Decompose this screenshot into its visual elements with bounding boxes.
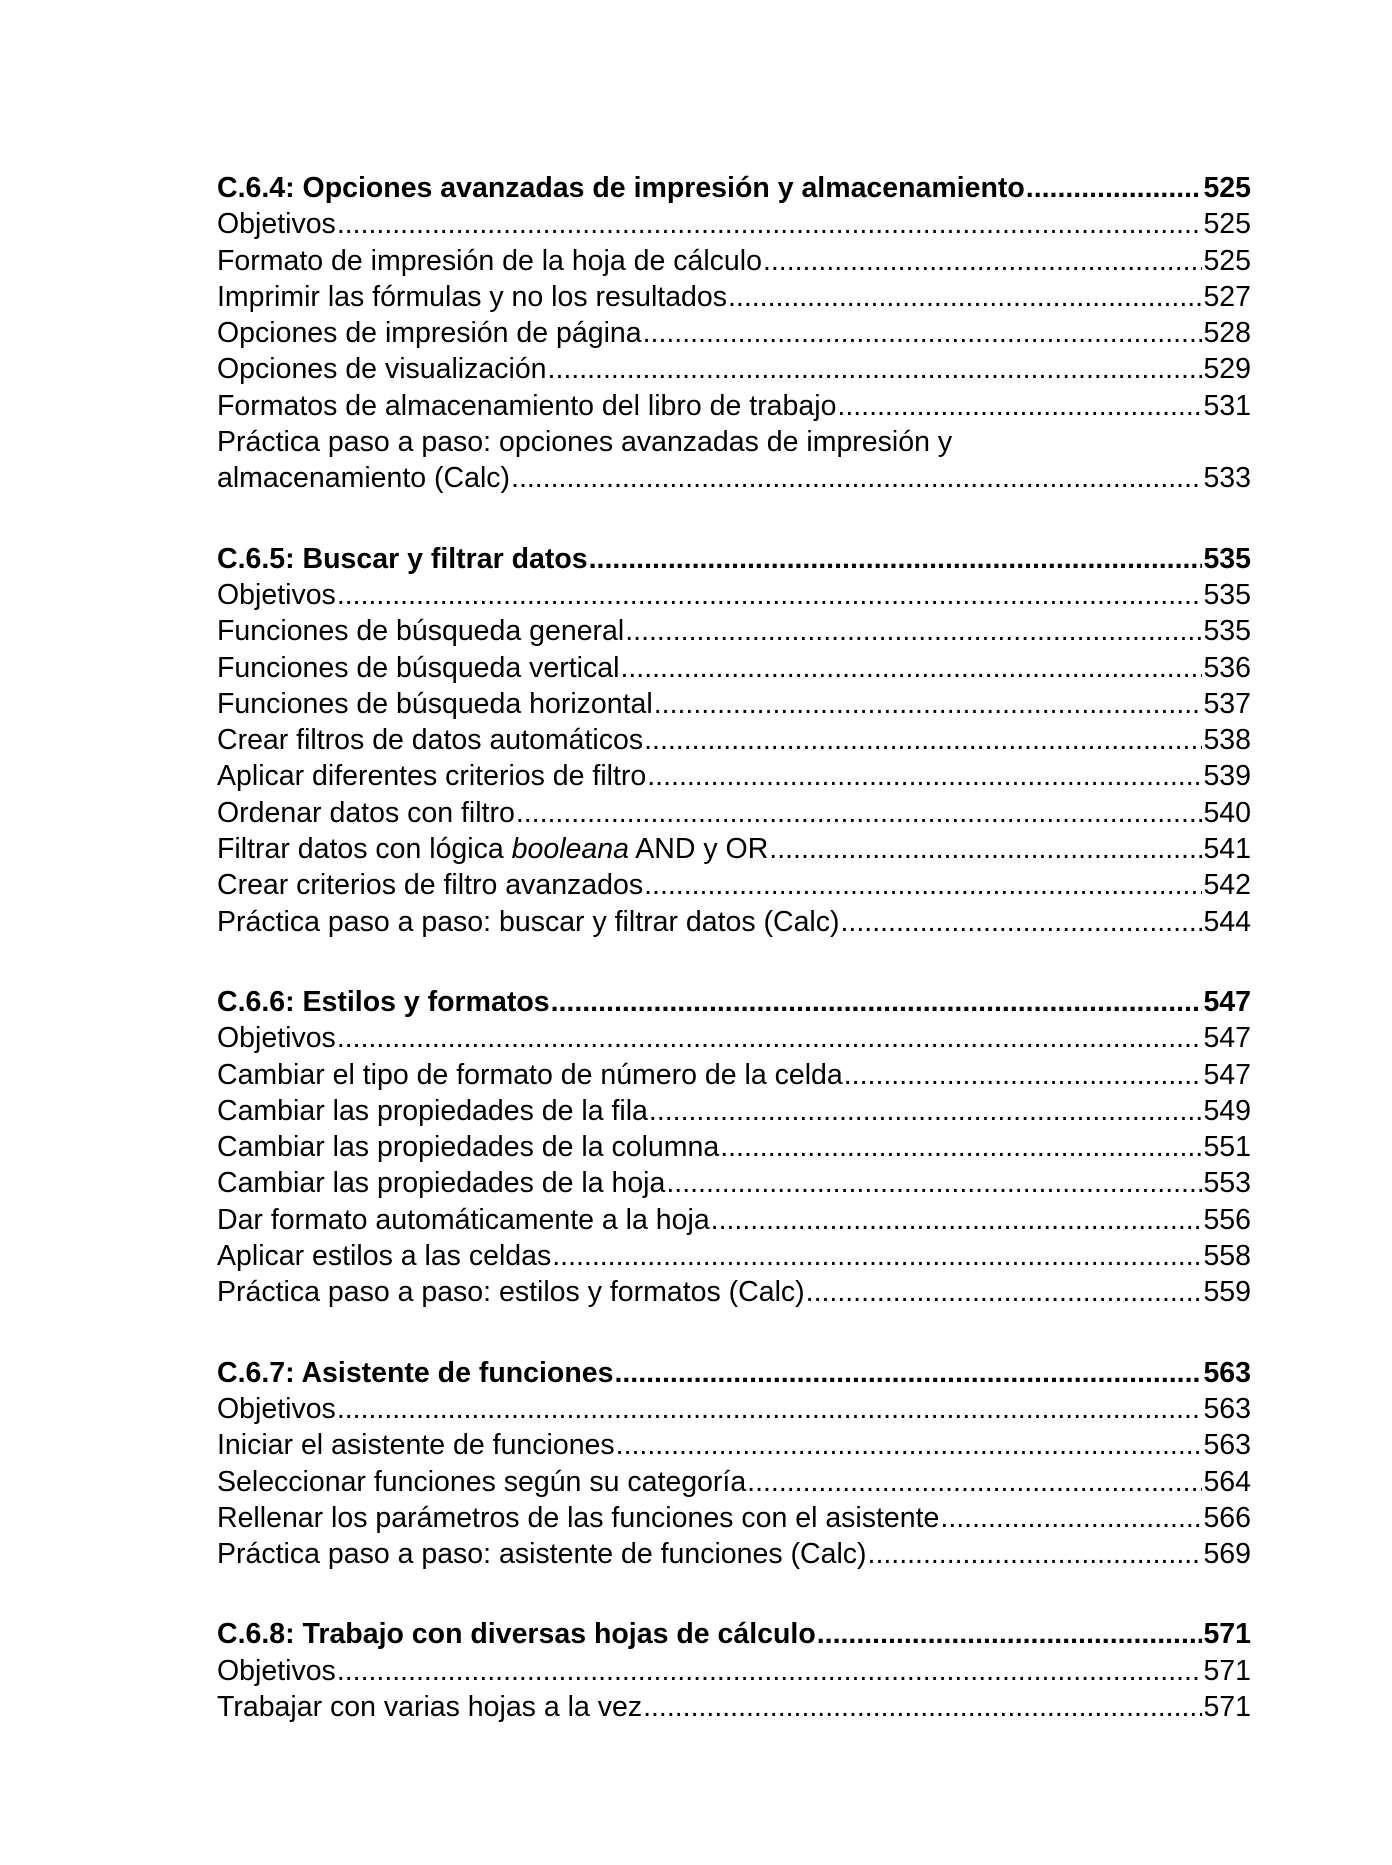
toc-entry-title: Seleccionar funciones según su categoría: [217, 1465, 747, 1498]
toc-heading-title: C.6.4: Opciones avanzadas de impresión y almacenamiento: [217, 172, 1025, 204]
dot-leader: [763, 243, 1202, 279]
toc-entry[interactable]: [217, 1689, 1251, 1725]
dot-leader: [666, 1165, 1202, 1201]
toc-entry-title: Aplicar estilos a las celdas: [217, 1240, 552, 1273]
toc-section-c67: [217, 1355, 1251, 1573]
toc-entry-title: Iniciar el asistente de funciones: [217, 1429, 615, 1462]
toc-entry-title: Imprimir las fórmulas y no los resultados: [217, 280, 727, 313]
toc-entry-page: 528: [1203, 317, 1251, 350]
table-of-contents: [217, 170, 1251, 1769]
dot-leader: [625, 613, 1202, 649]
dot-leader: [769, 831, 1202, 867]
toc-entry-page: 535: [1203, 615, 1251, 648]
toc-entry-page: 563: [1203, 1429, 1251, 1462]
toc-entry[interactable]: [217, 460, 1251, 496]
toc-entry-page: 542: [1203, 869, 1251, 902]
toc-entry-title: Objetivos: [217, 208, 336, 241]
toc-heading-title: C.6.5: Buscar y filtrar datos: [217, 542, 588, 575]
toc-heading-title: C.6.8: Trabajo con diversas hojas de cálculo: [217, 1618, 816, 1651]
toc-entry-title: Ordenar datos con filtro: [217, 796, 515, 829]
toc-entry[interactable]: [217, 1020, 1251, 1056]
toc-entry-page: 533: [1203, 462, 1251, 495]
dot-leader: [868, 1536, 1203, 1572]
toc-entry-title: Práctica paso a paso: estilos y formatos (Calc): [217, 1276, 805, 1309]
toc-entry-page: 558: [1203, 1240, 1251, 1273]
dot-leader: [337, 206, 1203, 242]
toc-entry-page: 553: [1203, 1167, 1251, 1200]
toc-entry-page: 563: [1203, 1392, 1251, 1425]
toc-entry-title: Funciones de búsqueda vertical: [217, 651, 620, 684]
toc-entry-page: 541: [1203, 833, 1251, 866]
toc-entry-page: 571: [1203, 1690, 1251, 1723]
dot-leader: [589, 541, 1203, 577]
toc-heading-title: C.6.6: Estilos y formatos: [217, 985, 550, 1018]
toc-entry-title: Formato de impresión de la hoja de cálculo: [217, 244, 762, 277]
toc-heading[interactable]: [217, 170, 1251, 206]
toc-entry-page: 536: [1203, 651, 1251, 684]
toc-entry-title: Crear filtros de datos automáticos: [217, 724, 644, 757]
toc-entry-title: Trabajar con varias hojas a la vez: [217, 1690, 643, 1723]
toc-entry-title: Opciones de impresión de página: [217, 317, 642, 350]
toc-entry-page: 544: [1203, 905, 1251, 938]
toc-entry-page: 564: [1203, 1465, 1251, 1498]
toc-entry-title: Objetivos: [217, 1654, 336, 1687]
toc-entry[interactable]: [217, 388, 1251, 424]
toc-entry[interactable]: [217, 1464, 1251, 1500]
toc-section-c68: [217, 1616, 1251, 1725]
toc-entry[interactable]: [217, 1093, 1251, 1129]
toc-entry[interactable]: [217, 613, 1251, 649]
toc-entry[interactable]: [217, 279, 1251, 315]
toc-heading-page: 525: [1203, 172, 1251, 204]
toc-entry-page: 551: [1203, 1131, 1251, 1164]
toc-entry[interactable]: [217, 867, 1251, 903]
toc-entry-page: 538: [1203, 724, 1251, 757]
toc-heading-page: 563: [1203, 1356, 1251, 1389]
dot-leader: [1026, 170, 1203, 206]
toc-entry[interactable]: [217, 1238, 1251, 1274]
toc-section-c65: [217, 541, 1251, 940]
toc-entry-title: Cambiar las propiedades de la columna: [217, 1131, 720, 1164]
toc-entry-page: 525: [1203, 208, 1251, 241]
toc-heading[interactable]: [217, 1355, 1251, 1391]
toc-entry[interactable]: [217, 1165, 1251, 1201]
toc-entry[interactable]: [217, 831, 1251, 867]
dot-leader: [643, 315, 1203, 351]
toc-entry-title: Formatos de almacenamiento del libro de trabajo: [217, 389, 837, 422]
dot-leader: [817, 1616, 1203, 1652]
toc-entry-title: Práctica paso a paso: buscar y filtrar datos (Calc): [217, 905, 840, 938]
toc-entry-page: 525: [1203, 244, 1251, 277]
toc-entry-page: 531: [1203, 389, 1251, 422]
dot-leader: [728, 279, 1202, 315]
toc-entry[interactable]: [217, 686, 1251, 722]
toc-entry-page: 547: [1203, 1058, 1251, 1091]
dot-leader: [552, 1238, 1202, 1274]
toc-entry-title: almacenamiento (Calc): [217, 462, 511, 495]
dot-leader: [940, 1500, 1202, 1536]
toc-entry-title: Objetivos: [217, 1022, 336, 1055]
toc-entry-page: 527: [1203, 280, 1251, 313]
toc-heading-page: 535: [1203, 542, 1251, 575]
dot-leader: [337, 1391, 1203, 1427]
dot-leader: [643, 1689, 1202, 1725]
toc-entry[interactable]: [217, 206, 1251, 242]
dot-leader: [711, 1202, 1203, 1238]
toc-entry[interactable]: [217, 1391, 1251, 1427]
toc-entry-title: [217, 831, 768, 867]
toc-entry[interactable]: [217, 795, 1251, 831]
toc-entry-title: Cambiar las propiedades de la hoja: [217, 1167, 666, 1200]
toc-entry-page: 547: [1203, 1022, 1251, 1055]
toc-entry-title: Funciones de búsqueda horizontal: [217, 687, 653, 720]
dot-leader: [511, 460, 1202, 496]
dot-leader: [644, 722, 1202, 758]
toc-entry-title-line1[interactable]: Práctica paso a paso: opciones avanzadas de impresión y: [217, 426, 953, 459]
dot-leader: [644, 867, 1202, 903]
toc-heading[interactable]: [217, 984, 1251, 1020]
dot-leader: [551, 984, 1203, 1020]
toc-entry-title: Crear criterios de filtro avanzados: [217, 869, 644, 902]
toc-heading[interactable]: [217, 541, 1251, 577]
toc-entry[interactable]: [217, 315, 1251, 351]
dot-leader: [837, 388, 1202, 424]
dot-leader: [516, 795, 1203, 831]
dot-leader: [841, 904, 1203, 940]
toc-heading-page: 547: [1203, 985, 1251, 1018]
toc-entry-title-pre: Filtrar datos con lógica: [217, 833, 512, 866]
dot-leader: [747, 1464, 1202, 1500]
dot-leader: [337, 577, 1203, 613]
toc-entry[interactable]: [217, 722, 1251, 758]
dot-leader: [844, 1057, 1203, 1093]
toc-entry[interactable]: [217, 243, 1251, 279]
dot-leader: [654, 686, 1203, 722]
toc-entry-page: 556: [1203, 1203, 1251, 1236]
toc-entry-title: Opciones de visualización: [217, 353, 547, 386]
toc-entry[interactable]: [217, 1500, 1251, 1536]
toc-entry[interactable]: [217, 577, 1251, 613]
toc-entry-title-italic: booleana: [511, 833, 629, 866]
toc-entry[interactable]: [217, 758, 1251, 794]
toc-entry-page: 566: [1203, 1501, 1251, 1534]
toc-entry-title: Funciones de búsqueda general: [217, 615, 625, 648]
toc-heading-title: C.6.7: Asistente de funciones: [217, 1356, 614, 1389]
toc-entry[interactable]: [217, 1129, 1251, 1165]
toc-entry-page: 529: [1203, 353, 1251, 386]
toc-entry[interactable]: [217, 351, 1251, 387]
toc-entry-title: Aplicar diferentes criterios de filtro: [217, 760, 647, 793]
toc-entry-page: 537: [1203, 687, 1251, 720]
toc-entry-title: Objetivos: [217, 578, 336, 611]
toc-entry-title: Cambiar el tipo de formato de número de la celda: [217, 1058, 843, 1091]
toc-entry[interactable]: [217, 1057, 1251, 1093]
toc-entry-page: 549: [1203, 1094, 1251, 1127]
toc-heading-page: 571: [1203, 1618, 1251, 1651]
dot-leader: [649, 1093, 1203, 1129]
dot-leader: [720, 1129, 1202, 1165]
dot-leader: [647, 758, 1202, 794]
toc-entry[interactable]: [217, 1274, 1251, 1310]
toc-entry[interactable]: [217, 1536, 1251, 1572]
toc-entry-page: 535: [1203, 578, 1251, 611]
toc-entry-title-post: AND y OR: [628, 833, 769, 866]
toc-entry-page: 571: [1203, 1654, 1251, 1687]
toc-entry-title: Rellenar los parámetros de las funciones con el asistente: [217, 1501, 940, 1534]
toc-entry-page: 539: [1203, 760, 1251, 793]
toc-entry[interactable]: [217, 904, 1251, 940]
toc-entry[interactable]: [217, 1427, 1251, 1463]
toc-entry[interactable]: [217, 1202, 1251, 1238]
toc-section-c64: [217, 170, 1251, 497]
dot-leader: [548, 351, 1203, 387]
dot-leader: [337, 1020, 1203, 1056]
toc-entry-title: Práctica paso a paso: asistente de funciones (Calc): [217, 1538, 867, 1571]
toc-entry-title: Cambiar las propiedades de la fila: [217, 1094, 648, 1127]
toc-entry-title: Dar formato automáticamente a la hoja: [217, 1203, 710, 1236]
dot-leader: [616, 1427, 1203, 1463]
dot-leader: [614, 1355, 1202, 1391]
toc-heading[interactable]: [217, 1616, 1251, 1652]
toc-entry-title: Objetivos: [217, 1392, 336, 1425]
dot-leader: [806, 1274, 1203, 1310]
toc-entry-page: 559: [1203, 1276, 1251, 1309]
dot-leader: [620, 650, 1202, 686]
toc-entry[interactable]: [217, 650, 1251, 686]
toc-section-c66: [217, 984, 1251, 1311]
toc-entry-page: 569: [1203, 1538, 1251, 1571]
dot-leader: [337, 1653, 1203, 1689]
toc-entry-page: 540: [1203, 796, 1251, 829]
toc-entry[interactable]: [217, 1653, 1251, 1689]
